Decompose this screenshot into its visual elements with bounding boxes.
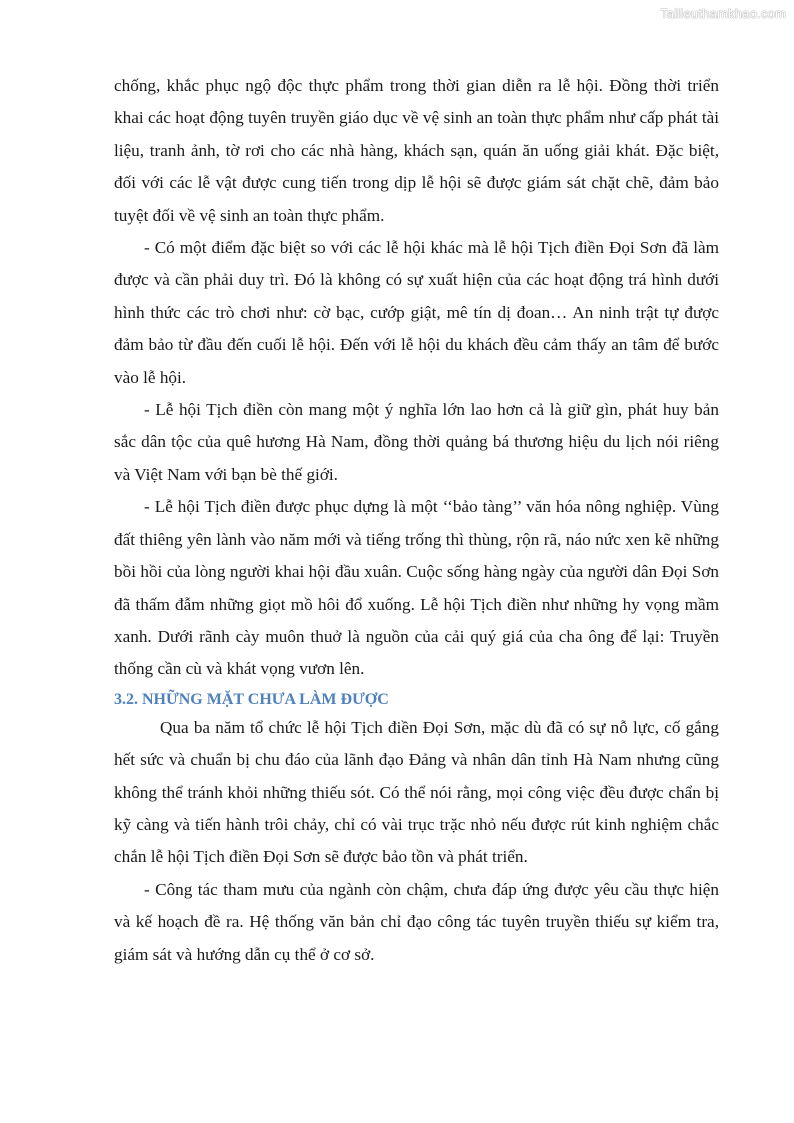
paragraph-intro-shortcomings: Qua ba năm tổ chức lễ hội Tịch điền Đọi Sơn, mặc dù đã có sự nỗ lực, cố gắng hết sức và chuẩn bị chu đáo của lãnh đạo Đảng và nhân dân tỉnh Hà Nam nhưng cũng không thể tránh khỏi những thiếu sót. Có thể nói rằng, mọi công việc đều được chẩn bị kỹ càng và tiến hành trôi chảy, chỉ có vài trục trặc nhỏ nếu được rút kinh nghiệm chắc chắn lễ hội Tịch điền Đọi Sơn sẽ được bảo tồn và phát triển. [114, 717, 719, 867]
bullet-paragraph-museum: - Lễ hội Tịch điền được phục dựng là một ‘‘bảo tàng’’ văn hóa nông nghiệp. Vùng đất thiêng yên lành vào năm mới và tiếng trống thì thùng, rộn rã, náo nức xen kẽ những bồi hồi của lòng người khai hội đầu xuân. Cuộc sống hàng ngày của người dân Đọi Sơn đã thấm đẫm những giọt mồ hôi đổ xuống. Lễ hội Tịch điền như những hy vọng mầm xanh. Dưới rãnh cày muôn thuở là nguồn của cải quý giá của cha ông để lại: Truyền thống cần cù và khát vọng vươn lên. [114, 497, 719, 679]
watermark-text: Tailieuthamkhao.com [660, 6, 786, 21]
bullet-paragraph-advisory-work: - Công tác tham mưu của ngành còn chậm, chưa đáp ứng được yêu cầu thực hiện và kế hoạch đề ra. Hệ thống văn bản chỉ đạo công tác tuyên truyền thiếu sự kiểm tra, giám sát và hướng dẫn cụ thể ở cơ sở. [114, 879, 719, 964]
document-body [114, 70, 719, 971]
bullet-paragraph-meaning: - Lễ hội Tịch điền còn mang một ý nghĩa lớn lao hơn cả là giữ gìn, phát huy bản sắc dân tộc của quê hương Hà Nam, đồng thời quảng bá thương hiệu du lịch nói riêng và Việt Nam với bạn bè thế giới. [114, 400, 719, 484]
section-heading: 3.2. NHỮNG MẶT CHƯA LÀM ĐƯỢC [114, 690, 389, 708]
paragraph-continuation: chống, khắc phục ngộ độc thực phẩm trong thời gian diễn ra lễ hội. Đồng thời triển khai các hoạt động tuyên truyền giáo dục về vệ sinh an toàn thực phẩm như cấp phát tài liệu, tranh ảnh, tờ rơi cho các nhà hàng, khách sạn, quán ăn uống giải khát. Đặc biệt, đối với các lễ vật được cung tiến trong dịp lễ hội sẽ được giám sát chặt chẽ, đảm bảo tuyệt đối về vệ sinh an toàn thực phẩm. [114, 76, 719, 225]
bullet-paragraph-special-point: - Có một điểm đặc biệt so với các lễ hội khác mà lễ hội Tịch điền Đọi Sơn đã làm được và cần phải duy trì. Đó là không có sự xuất hiện của các hoạt động trá hình dưới hình thức các trò chơi như: cờ bạc, cướp giật, mê tín dị đoan… An ninh trật tự được đảm bảo từ đầu đến cuối lễ hội. Đến với lễ hội du khách đều cảm thấy an tâm để bước vào lễ hội. [114, 238, 719, 387]
